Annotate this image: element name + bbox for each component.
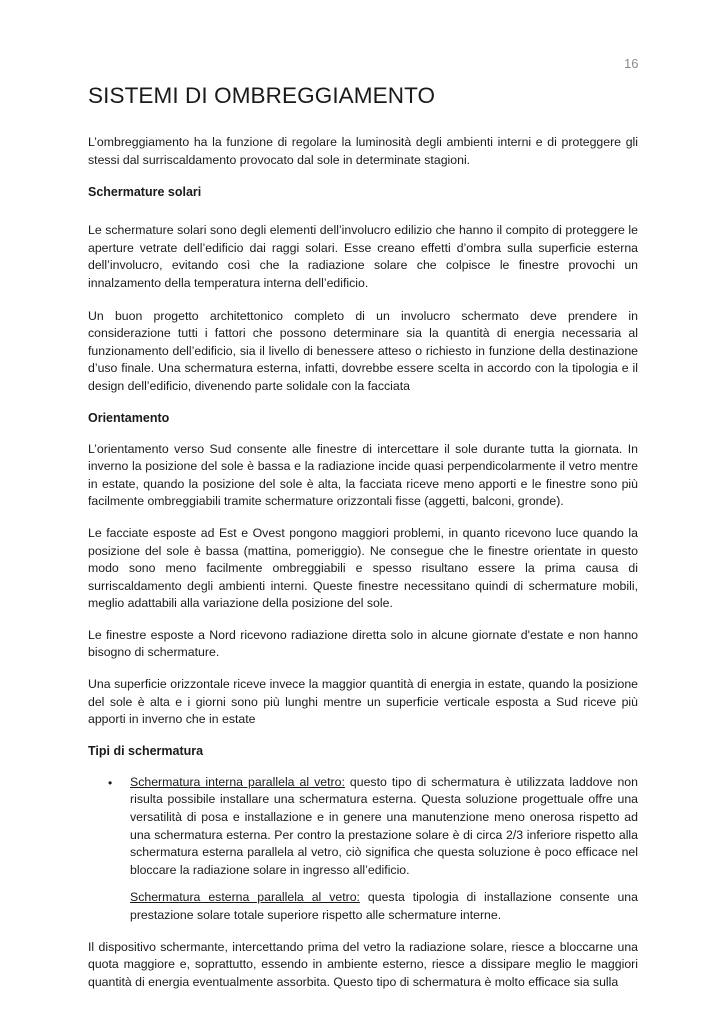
intro-paragraph: L’ombreggiamento ha la funzione di regolare la luminosità degli ambienti interni e di proteggere gli stessi dal surriscaldamento provocato dal sole in determinate stagioni. xyxy=(88,135,638,167)
orientamento-paragraph-4: Una superficie orizzontale riceve invece la maggior quantità di energia in estate, quando la posizione del sole è alta e i giorni sono più lunghi mentre un superficie verticale esposta a Sud riceve più apporti in inverno che in estate xyxy=(88,677,638,727)
schermatura-list xyxy=(88,774,638,925)
page-number: 16 xyxy=(624,56,639,71)
heading-orientamento: Orientamento xyxy=(88,410,170,425)
heading-tipi-di-schermatura: Tipi di schermatura xyxy=(88,743,204,758)
item-text-esterna: questa tipologia di installazione consente una prestazione solare totale superiore rispetto alle schermature interne. xyxy=(130,890,638,922)
item-label-esterna: Schermatura esterna parallela al vetro: xyxy=(130,890,360,905)
schermature-paragraph-1: Le schermature solari sono degli elementi dell’involucro edilizio che hanno il compito di proteggere le aperture vetrate dell’edificio dai raggi solari. Esse creano effetti d’ombra sulla superficie esterna dell’involucro, evitando così che la radiazione solare che colpisce le finestre provochi un innalzamento della temperatura interna dell’edificio. xyxy=(88,223,638,290)
item-text-interna: questo tipo di schermatura è utilizzata laddove non risulta possibile installare una schermatura esterna. Questa soluzione progettuale offre una versatilità di posa e installazione e in genere una manutenzione meno onerosa rispetto ad una schermatura esterna. Per contro la prestazione solare è di circa 2/3 inferiore rispetto alla schermatura esterna parallela al vetro, ciò significa che questa soluzione è poco efficace nel bloccare la radiazione solare in ingresso all’edificio. xyxy=(130,774,638,877)
list-item xyxy=(88,774,638,925)
orientamento-paragraph-2: Le facciate esposte ad Est e Ovest pongono maggiori problemi, in quanto ricevono luce quando la posizione del sole è bassa (mattina, pomeriggio). Ne consegue che le finestre orientate in questo modo sono meno facilmente ombreggiabili e spesso risultano essere la prima causa di surriscaldamento degli ambienti interni. Queste finestre necessitano quindi di schermature mobili, meglio adattabili alla variazione della posizione del sole. xyxy=(88,525,638,611)
page-title: SISTEMI DI OMBREGGIAMENTO xyxy=(88,83,436,108)
closing-paragraph: Il dispositivo schermante, intercettando prima del vetro la radiazione solare, riesce a bloccarne una quota maggiore e, soprattutto, essendo in ambiente esterno, riesce a dissipare meglio le maggiori quantità di energia eventualmente assorbita. Questo tipo di schermatura è molto efficace sia sulla xyxy=(88,939,638,989)
bullet-icon: • xyxy=(108,775,113,790)
orientamento-paragraph-3: Le finestre esposte a Nord ricevono radiazione diretta solo in alcune giornate d'estate e non hanno bisogno di schermature. xyxy=(88,627,638,660)
item-label-interna: Schermatura interna parallela al vetro: xyxy=(130,774,345,789)
document-body xyxy=(88,82,638,1005)
schermature-paragraph-2: Un buon progetto architettonico completo di un involucro schermato deve prendere in considerazione tutti i fattori che possono determinare sia la quantità di energia necessaria al funzionamento dell’edificio, sia il livello di benessere atteso o richiesto in funzione della destinazione d’uso finale. Una schermatura esterna, infatti, dovrebbe essere scelta in accordo con la tipologia e il design dell’edificio, divenendo parte solidale con la facciata xyxy=(88,308,638,393)
list-subitem xyxy=(130,889,638,924)
heading-schermature-solari: Schermature solari xyxy=(88,185,202,200)
orientamento-paragraph-1: L’orientamento verso Sud consente alle finestre di intercettare il sole durante tutta la giornata. In inverno la posizione del sole è bassa e la radiazione incide quasi perpendicolarmente il vetro mentre in estate, quando la posizione del sole è alta, la facciata riceve meno apporti e le finestre sono più facilmente ombreggiabili tramite schermature orizzontali fisse (aggetti, balconi, gronde). xyxy=(88,441,638,509)
